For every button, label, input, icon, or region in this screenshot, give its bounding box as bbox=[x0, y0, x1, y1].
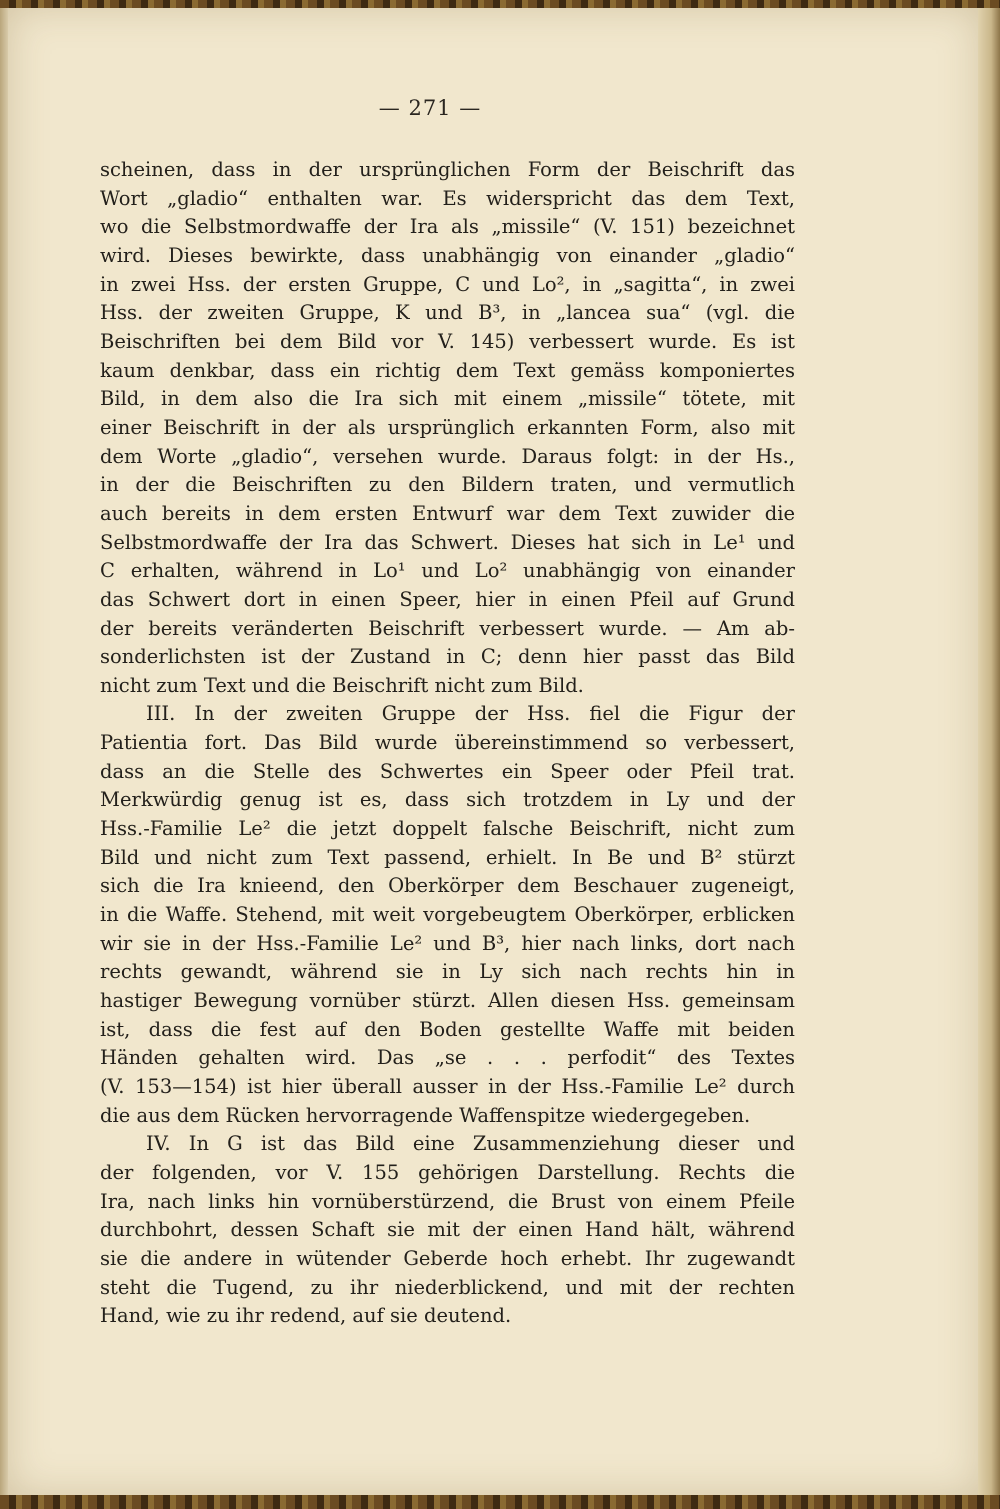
text-line: Hss.-Familie Le² die jetzt doppelt falsche Beischrift, nicht zum bbox=[100, 817, 795, 841]
text-line: durchbohrt, dessen Schaft sie mit der einen Hand hält, während bbox=[100, 1218, 795, 1242]
text-line: auch bereits in dem ersten Entwurf war dem Text zuwider die bbox=[100, 501, 795, 525]
text-line: wo die Selbstmordwaffe der Ira als „missile“ (V. 151) bezeichnet bbox=[100, 215, 795, 239]
text-line: Händen gehalten wird. Das „se . . . perfodit“ des Textes bbox=[100, 1046, 795, 1070]
text-line: Selbstmordwaffe der Ira das Schwert. Dieses hat sich in Le¹ und bbox=[100, 530, 795, 554]
text-line: IV. In G ist das Bild eine Zusammenziehung dieser und bbox=[146, 1132, 795, 1156]
binding-top-band bbox=[0, 0, 1000, 8]
text-line: Bild, in dem also die Ira sich mit einem „missile“ tötete, mit bbox=[100, 387, 795, 411]
text-line: scheinen, dass in der ursprünglichen Form der Beischrift das bbox=[100, 158, 795, 181]
text-line: kaum denkbar, dass ein richtig dem Text gemäss komponiertes bbox=[100, 358, 795, 382]
text-line: dass an die Stelle des Schwertes ein Speer oder Pfeil trat. bbox=[100, 759, 795, 783]
text-line: das Schwert dort in einen Speer, hier in einen Pfeil auf Grund bbox=[100, 587, 795, 611]
text-line: der folgenden, vor V. 155 gehörigen Darstellung. Rechts die bbox=[100, 1160, 795, 1184]
text-line: einer Beischrift in der als ursprünglich erkannten Form, also mit bbox=[100, 415, 795, 439]
text-line: Wort „gladio“ enthalten war. Es widerspricht das dem Text, bbox=[100, 186, 795, 210]
text-line: sie die andere in wütender Geberde hoch erhebt. Ihr zugewandt bbox=[100, 1246, 795, 1270]
text-line: Patientia fort. Das Bild wurde übereinstimmend so verbessert, bbox=[100, 731, 795, 755]
text-line: Ira, nach links hin vornüberstürzend, die Brust von einem Pfeile bbox=[100, 1189, 795, 1213]
text-line: die aus dem Rücken hervorragende Waffenspitze wiedergegeben. bbox=[100, 1103, 751, 1127]
text-line: sonderlichsten ist der Zustand in C; denn hier passt das Bild bbox=[100, 645, 795, 669]
text-line: III. In der zweiten Gruppe der Hss. fiel die Figur der bbox=[146, 702, 795, 726]
body-text bbox=[100, 156, 795, 1331]
text-line: Bild und nicht zum Text passend, erhielt. In Be und B² stürzt bbox=[100, 845, 795, 869]
text-line: hastiger Bewegung vornüber stürzt. Allen diesen Hss. gemeinsam bbox=[100, 989, 795, 1013]
text-line: der bereits veränderten Beischrift verbessert wurde. — Am ab- bbox=[100, 616, 795, 640]
text-line: wird. Dieses bewirkte, dass unabhängig von einander „gladio“ bbox=[100, 243, 795, 267]
text-line: Beischriften bei dem Bild vor V. 145) verbessert wurde. Es ist bbox=[100, 329, 795, 353]
page-number: — 271 — bbox=[378, 96, 482, 120]
paragraph-2 bbox=[100, 700, 795, 1130]
text-line: Merkwürdig genug ist es, dass sich trotzdem in Ly und der bbox=[100, 788, 795, 812]
text-line: in der die Beischriften zu den Bildern traten, und vermutlich bbox=[100, 473, 795, 497]
text-line: steht die Tugend, zu ihr niederblickend, und mit der rechten bbox=[100, 1275, 795, 1299]
text-line: ist, dass die fest auf den Boden gestellte Waffe mit beiden bbox=[100, 1017, 795, 1041]
text-line: dem Worte „gladio“, versehen wurde. Daraus folgt: in der Hs., bbox=[100, 444, 795, 468]
text-line: Hss. der zweiten Gruppe, K und B³, in „lancea sua“ (vgl. die bbox=[100, 301, 795, 325]
text-line: nicht zum Text und die Beischrift nicht zum Bild. bbox=[100, 673, 584, 697]
text-line: sich die Ira knieend, den Oberkörper dem Beschauer zugeneigt, bbox=[100, 874, 795, 898]
text-line: wir sie in der Hss.-Familie Le² und B³, hier nach links, dort nach bbox=[100, 931, 795, 955]
text-line: Hand, wie zu ihr redend, auf sie deutend. bbox=[100, 1304, 512, 1328]
text-line: rechts gewandt, während sie in Ly sich nach rechts hin in bbox=[100, 960, 795, 984]
page-right-edge bbox=[978, 0, 1000, 1509]
text-line: C erhalten, während in Lo¹ und Lo² unabhängig von einander bbox=[100, 559, 795, 583]
text-line: in zwei Hss. der ersten Gruppe, C und Lo², in „sagitta“, in zwei bbox=[100, 272, 795, 296]
text-line: in die Waffe. Stehend, mit weit vorgebeugtem Oberkörper, erblicken bbox=[100, 903, 795, 927]
binding-bottom-band bbox=[0, 1495, 1000, 1509]
paragraph-1 bbox=[100, 156, 795, 700]
paragraph-3 bbox=[100, 1130, 795, 1331]
text-line: (V. 153—154) ist hier überall ausser in der Hss.-Familie Le² durch bbox=[100, 1075, 795, 1098]
